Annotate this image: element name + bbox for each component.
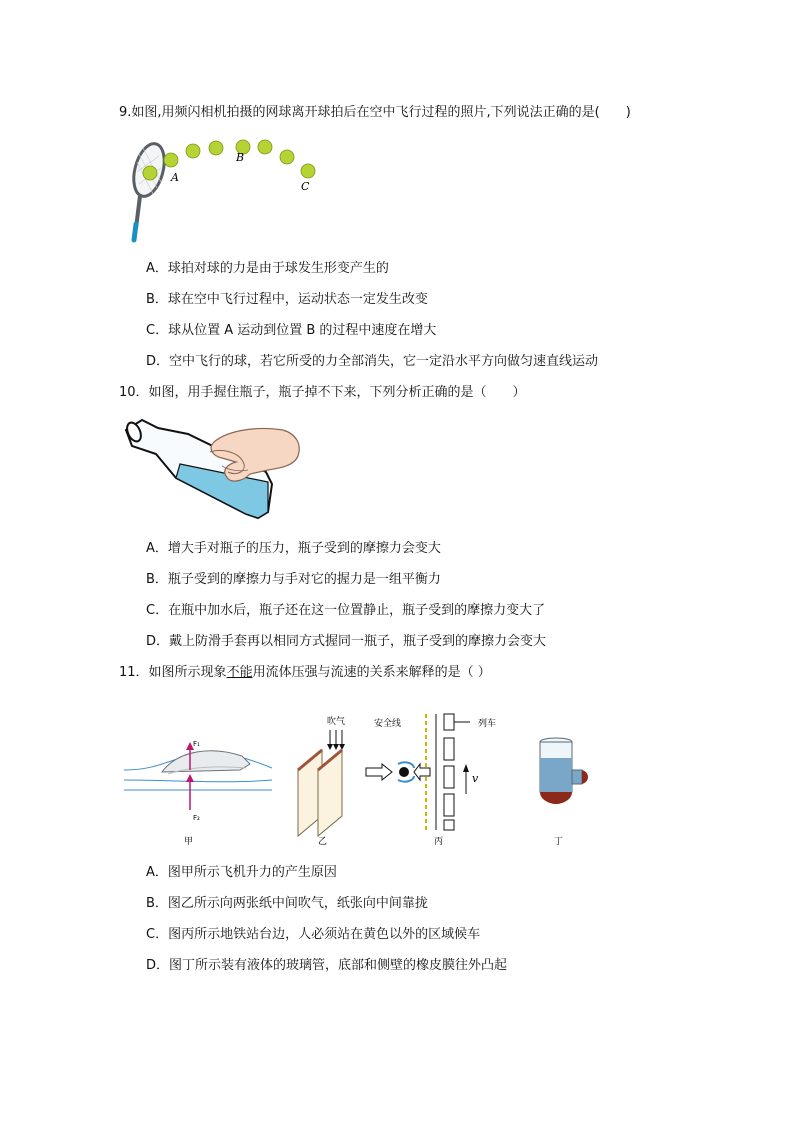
caption-ding: 丁 (554, 837, 564, 847)
question-11-text-post: 用流体压强与流速的关系来解释的是（ ） (252, 665, 491, 680)
label-f1: F₁ (193, 740, 200, 748)
question-10-text: 如图，用手握住瓶子，瓶子掉不下来，下列分析正确的是（ ） (148, 385, 526, 400)
question-9-option-a[interactable]: A．球拍对球的力是由于球发生形变产生的 (146, 261, 389, 276)
caption-bing: 丙 (434, 837, 444, 847)
ball-A (143, 166, 157, 180)
question-9-text: 如图,用频闪相机拍摄的网球离开球拍后在空中飞行过程的照片,下列说法正确的是( ) (131, 105, 631, 120)
question-10-option-d[interactable]: D．戴上防滑手套再以相同方式握同一瓶子，瓶子受到的摩擦力会变大 (146, 634, 547, 649)
glass-tube-panel (540, 738, 588, 847)
label-safety-line: 安全线 (374, 719, 402, 729)
question-10-stem (119, 384, 526, 402)
label-train: 列车 (478, 719, 497, 729)
question-9-stem (119, 104, 631, 122)
bottle-hand-figure (118, 412, 303, 522)
question-10-option-c[interactable]: C．在瓶中加水后，瓶子还在这一位置静止，瓶子受到的摩擦力变大了 (146, 603, 546, 618)
label-v: v (472, 772, 479, 785)
train-icon (444, 714, 454, 830)
question-11-number: 11． (119, 665, 149, 680)
question-10-option-a[interactable]: A．增大手对瓶子的压力，瓶子受到的摩擦力会变大 (146, 541, 441, 556)
question-11-text-pre: 如图所示现象 (148, 665, 227, 680)
question-11-underlined: 不能 (226, 665, 253, 680)
label-blow: 吹气 (327, 717, 346, 727)
question-9-option-c[interactable]: C．球从位置 A 运动到位置 B 的过程中速度在增大 (146, 323, 437, 338)
tennis-balls (143, 140, 315, 180)
question-11-option-c[interactable]: C．图丙所示地铁站台边，人必须站在黄色以外的区域候车 (146, 927, 481, 942)
caption-jia: 甲 (184, 837, 194, 847)
label-C: C (301, 180, 310, 193)
question-9-option-d[interactable]: D．空中飞行的球，若它所受的力全部消失，它一定沿水平方向做匀速直线运动 (146, 354, 599, 369)
question-11-option-a[interactable]: A．图甲所示飞机升力的产生原因 (146, 865, 337, 880)
fluid-pressure-figure (122, 708, 602, 853)
tennis-racket-icon (128, 140, 169, 240)
question-9-option-b[interactable]: B．球在空中飞行过程中，运动状态一定发生改变 (146, 292, 428, 307)
question-9-number: 9. (119, 105, 132, 120)
label-f2: F₂ (193, 814, 200, 822)
question-11-option-b[interactable]: B．图乙所示向两张纸中间吹气，纸张向中间靠拢 (146, 896, 428, 911)
question-11-stem (119, 664, 491, 682)
label-A: A (171, 171, 179, 184)
question-10-number: 10． (119, 385, 149, 400)
paper-panel (298, 715, 345, 847)
caption-yi: 乙 (318, 837, 328, 847)
platform-panel (366, 714, 496, 847)
person-icon (399, 767, 409, 777)
question-11-option-d[interactable]: D．图丁所示装有液体的玻璃管，底部和侧壁的橡皮膜往外凸起 (146, 958, 508, 973)
label-B: B (236, 151, 245, 164)
question-10-option-b[interactable]: B．瓶子受到的摩擦力与手对它的握力是一组平衡力 (146, 572, 441, 587)
tennis-figure (125, 132, 335, 247)
ball-C (301, 164, 315, 178)
airfoil-panel (124, 740, 272, 847)
